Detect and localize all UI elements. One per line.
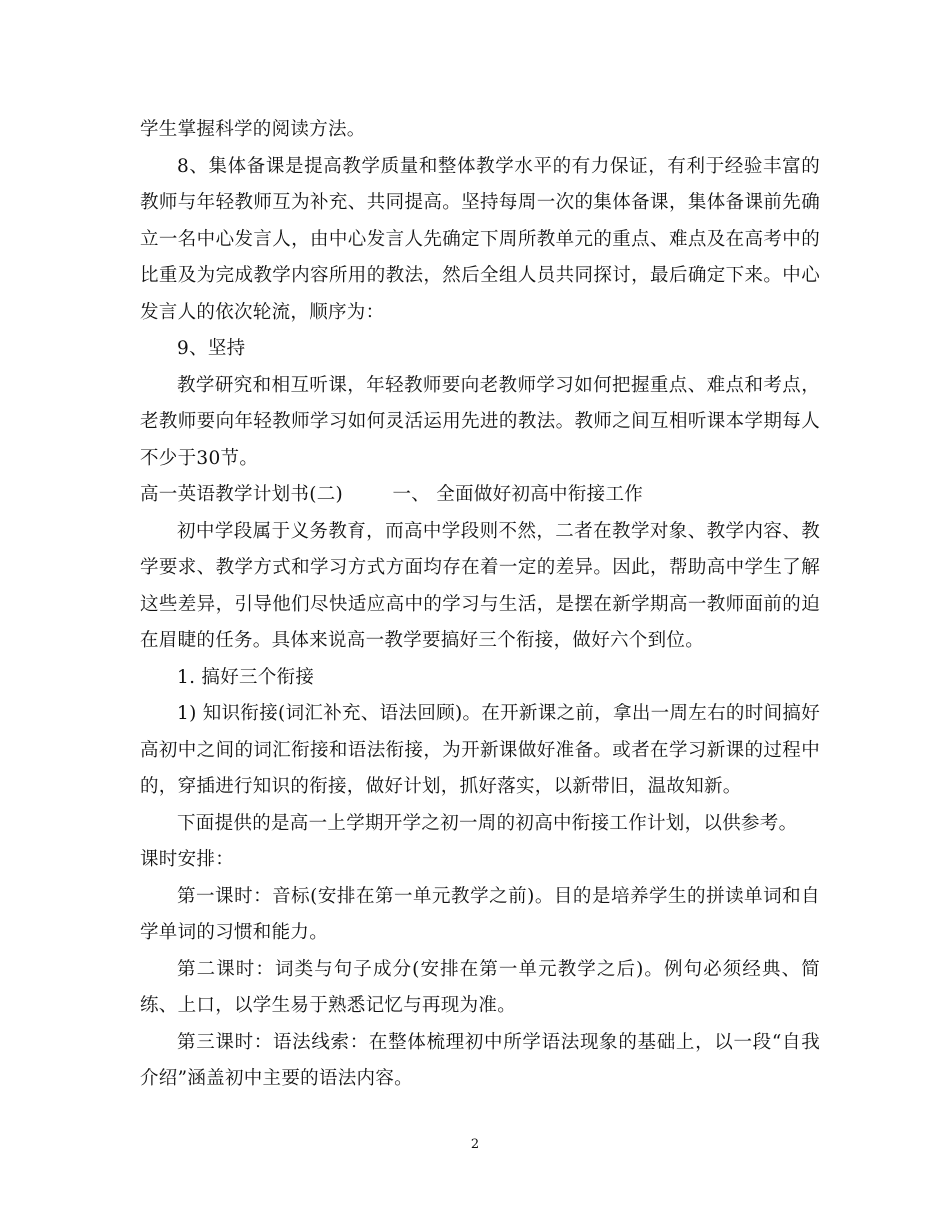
paragraph-schedule-label: 课时安排：	[140, 849, 235, 870]
page-number: 2	[470, 1137, 480, 1152]
paragraph-lesson-1: 第一课时：音标(安排在第一单元教学之前)。目的是培养学生的拼读单词和自学单词的习惯和能力。	[140, 885, 820, 943]
paragraph-teaching-research: 教学研究和相互听课，年轻教师要向老教师学习如何把握重点、难点和考点，老教师要向年轻教师学习如何灵活运用先进的教法。教师之间互相听课本学期每人不少于30节。	[140, 374, 820, 469]
paragraph-reading-method: 学生掌握科学的阅读方法。	[140, 119, 366, 140]
document-body	[140, 112, 820, 1098]
paragraph-lesson-2: 第二课时：词类与句子成分(安排在第一单元教学之后)。例句必须经典、简练、上口，以学生易于熟悉记忆与再现为准。	[140, 958, 820, 1016]
paragraph-lesson-3: 第三课时：语法线索：在整体梳理初中所学语法现象的基础上，以一段“自我介绍”涵盖初中主要的语法内容。	[140, 1031, 820, 1089]
subheading-three-connections: 1. 搞好三个衔接	[177, 666, 315, 688]
paragraph-junior-senior-transition: 初中学段属于义务教育，而高中学段则不然，二者在教学对象、教学内容、教学要求、教学方式和学习方式方面均存在着一定的差异。因此，帮助高中学生了解这些差异，引导他们尽快适应高中的学习与生活，是摆在新学期高一教师面前的迫在眉睫的任务。具体来说高一教学要搞好三个衔接，做好六个到位。	[140, 520, 820, 651]
paragraph-knowledge-connection: 1) 知识衔接(词汇补充、语法回顾)。在开新课之前，拿出一周左右的时间搞好高初中之间的词汇衔接和语法衔接，为开新课做好准备。或者在学习新课的过程中的，穿插进行知识的衔接，做好计划，抓好落实，以新带旧，温故知新。	[140, 703, 820, 797]
section-heading: 高一英语教学计划书(二) 一、 全面做好初高中衔接工作	[140, 484, 644, 505]
paragraph-plan-reference: 下面提供的是高一上学期开学之初一周的初高中衔接工作计划，以供参考。	[177, 812, 798, 834]
paragraph-item-9: 9、坚持	[177, 338, 246, 359]
paragraph-collective-lesson-prep: 8、集体备课是提高教学质量和整体教学水平的有力保证，有利于经验丰富的教师与年轻教师互为补充、共同提高。坚持每周一次的集体备课，集体备课前先确立一名中心发言人，由中心发言人先确定下周所教单元的重点、难点及在高考中的比重及为完成教学内容所用的教法，然后全组人员共同探讨，最后确定下来。中心发言人的依次轮流，顺序为：	[140, 155, 820, 323]
